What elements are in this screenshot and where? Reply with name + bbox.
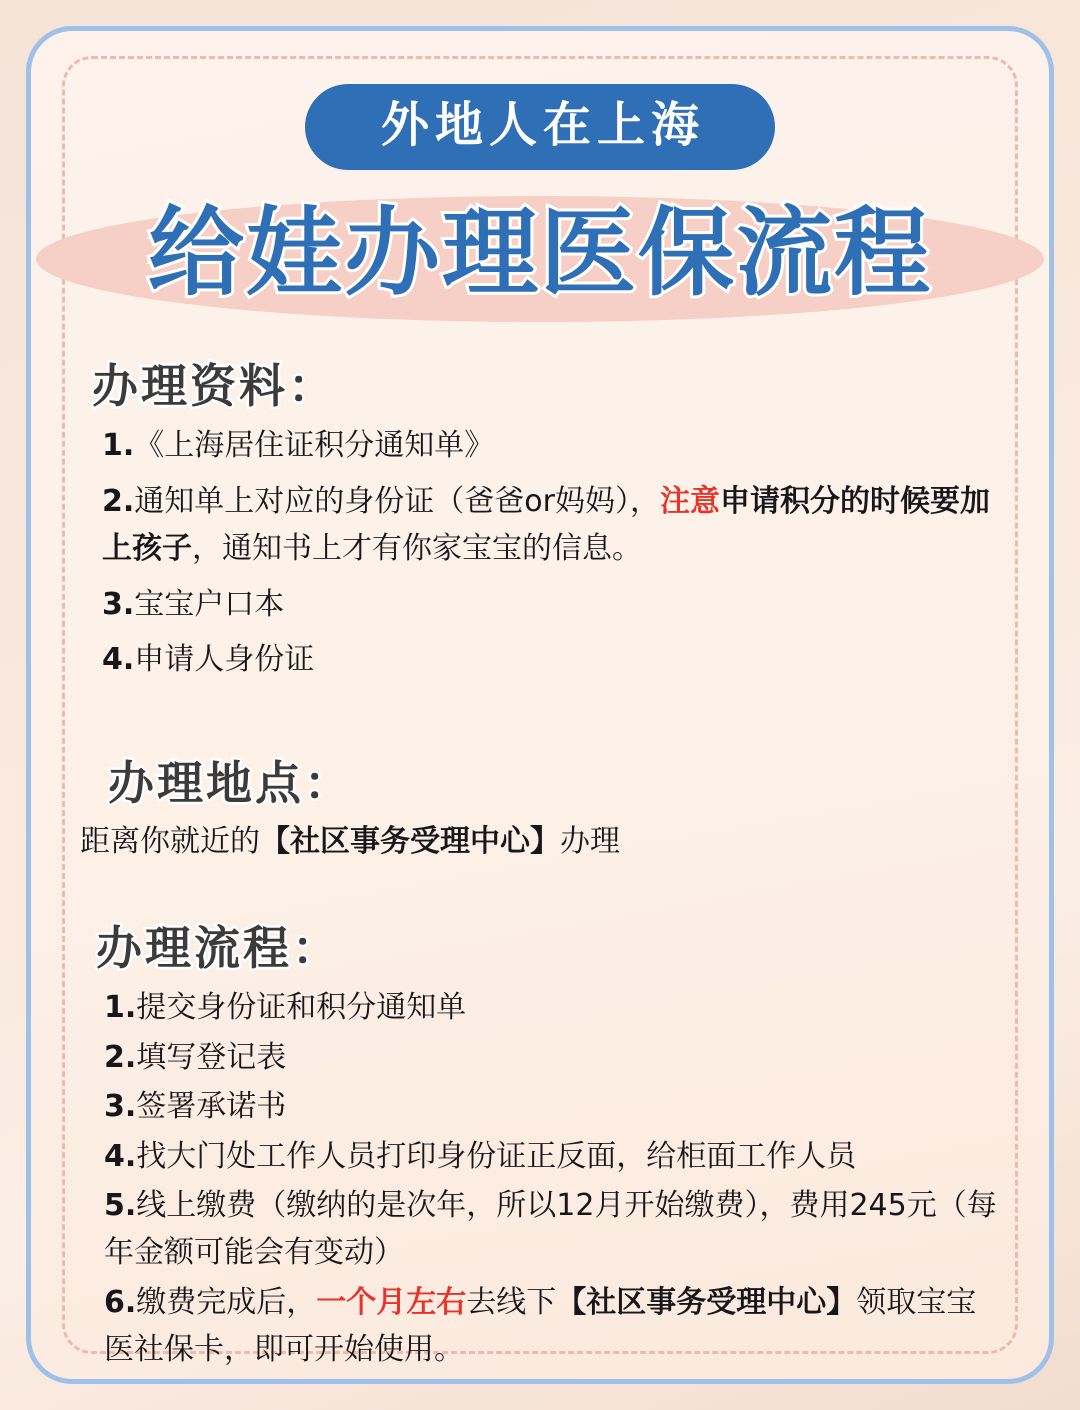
list-item	[102, 636, 1000, 683]
title-pill-container	[80, 84, 1000, 170]
emphasis-text: 申请积分的时候要加上孩子	[102, 483, 990, 567]
list-item-number: 5.	[104, 1187, 137, 1223]
location-line	[80, 819, 1000, 864]
process-list	[104, 984, 1000, 1373]
location-place: 【社区事务受理中心】	[556, 1284, 857, 1320]
list-item-text: 填写登记表	[136, 1039, 287, 1075]
list-item-number: 2.	[104, 1039, 137, 1075]
list-item-text: 《上海居住证积分通知单》	[134, 428, 495, 464]
list-item-number: 4.	[104, 1138, 137, 1174]
location-block	[80, 819, 1000, 864]
list-item-text-after: 领取宝宝医社保卡，即可开始使用。	[104, 1284, 977, 1368]
list-item-text: 宝宝户口本	[134, 586, 285, 622]
list-item	[104, 1133, 1000, 1180]
list-item	[102, 581, 1000, 628]
list-item-number: 3.	[104, 1089, 137, 1125]
location-text-before: 距离你就近的	[80, 824, 260, 860]
highlight-text: 注意	[659, 483, 720, 519]
list-item-text: 线上缴费（缴纳的是次年，所以12月开始缴费），费用245元（每年金额可能会有变动）	[104, 1187, 997, 1271]
highlight-text: 一个月左右	[316, 1284, 467, 1320]
section-heading-materials: 办理资料：	[92, 359, 337, 414]
list-item-text: 通知单上对应的身份证（爸爸or妈妈），	[134, 483, 660, 519]
headline-container	[80, 184, 1000, 334]
list-item-number: 6.	[104, 1284, 137, 1320]
page-title: 给娃办理医保流程	[148, 197, 932, 310]
location-text-after: 办理	[560, 824, 620, 860]
list-item-number: 2.	[102, 483, 135, 519]
title-pill: 外地人在上海	[305, 84, 775, 170]
section-heading-process: 办理流程：	[96, 921, 341, 976]
list-item-text: 找大门处工作人员打印身份证正反面，给柜面工作人员	[136, 1138, 857, 1174]
list-item	[104, 984, 1000, 1031]
materials-list	[102, 422, 1000, 683]
list-item	[104, 1083, 1000, 1130]
list-item-text-tail: ，通知书上才有你家宝宝的信息。	[192, 531, 642, 567]
list-item	[104, 1279, 1000, 1374]
list-item-number: 1.	[102, 428, 135, 464]
poster-content	[28, 28, 1052, 1373]
list-item-text: 提交身份证和积分通知单	[136, 990, 467, 1026]
list-item-text-before: 缴费完成后，	[136, 1284, 317, 1320]
location-place: 【社区事务受理中心】	[260, 824, 560, 860]
list-item	[104, 1034, 1000, 1081]
list-item-number: 1.	[104, 990, 137, 1026]
list-item	[102, 422, 1000, 469]
section-heading-location: 办理地点：	[108, 756, 353, 811]
list-item-text-mid: 去线下	[466, 1284, 557, 1320]
list-item	[104, 1182, 1000, 1277]
list-item	[102, 478, 1000, 573]
list-item-text: 申请人身份证	[134, 641, 315, 677]
list-item-number: 4.	[102, 641, 135, 677]
list-item-text: 签署承诺书	[136, 1089, 287, 1125]
list-item-number: 3.	[102, 586, 135, 622]
